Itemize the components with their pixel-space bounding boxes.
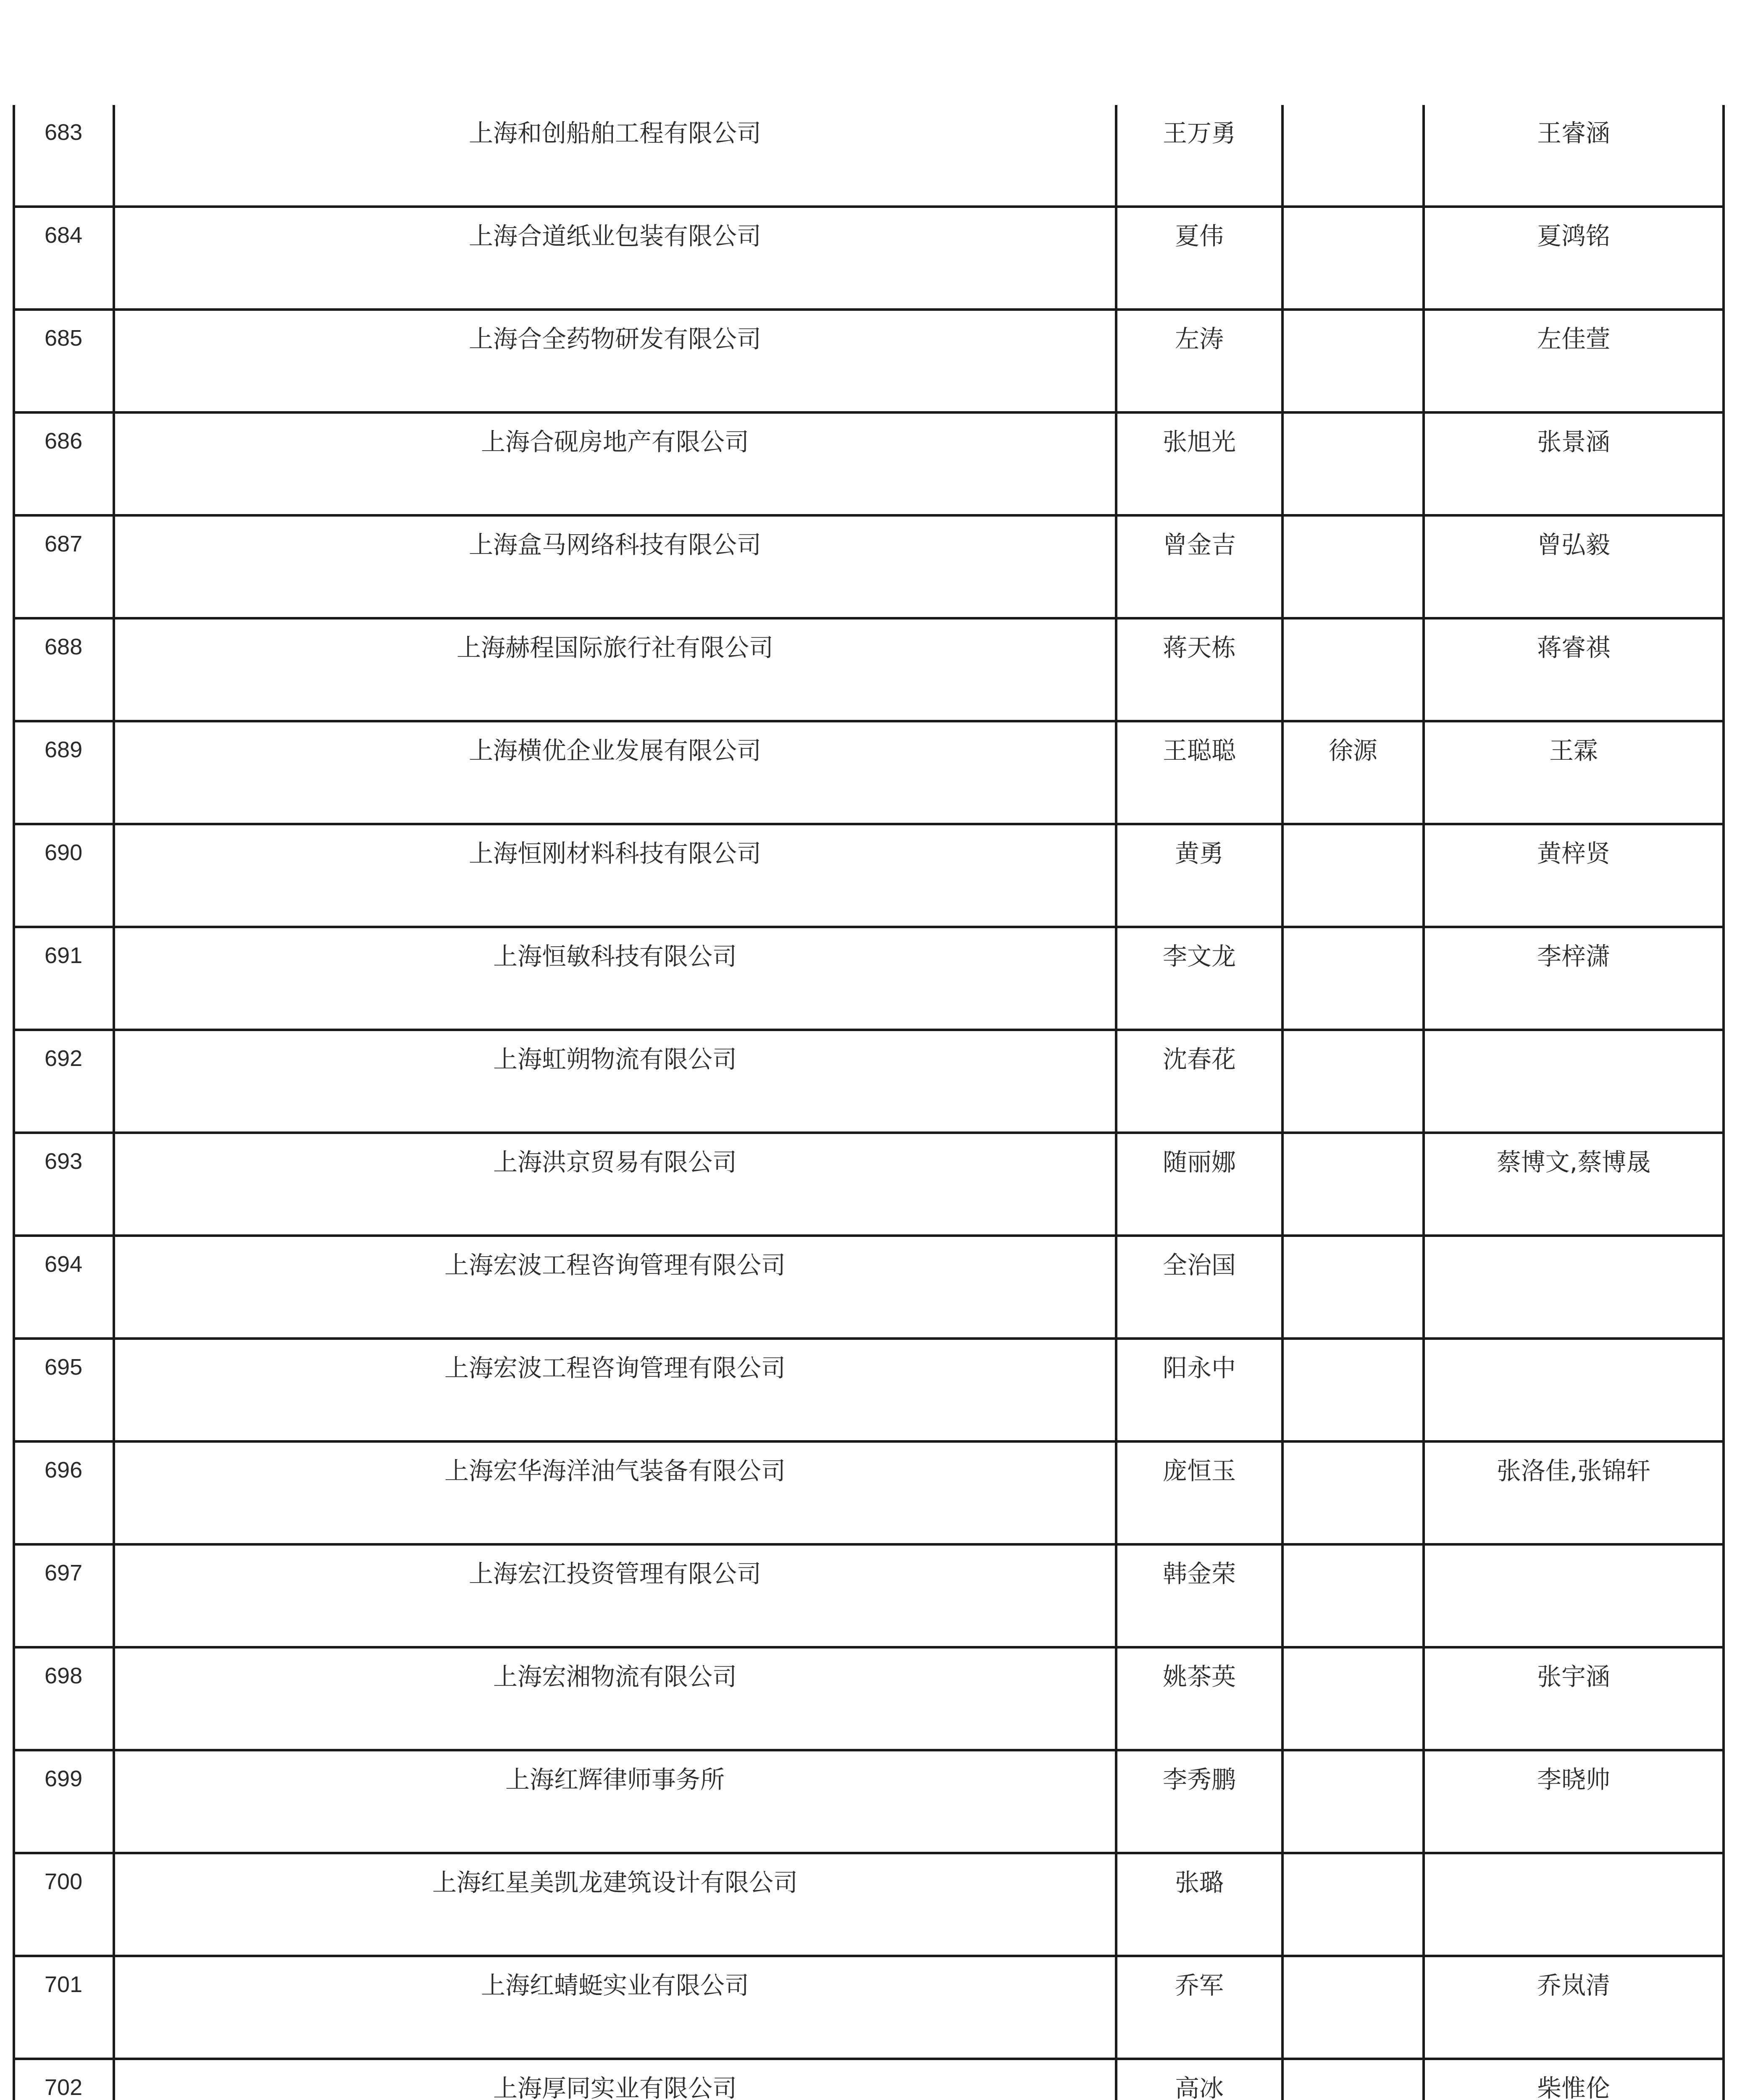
- person-name: 黄勇: [1175, 839, 1224, 868]
- person-cell: [1116, 618, 1282, 721]
- person-cell: [1116, 1544, 1282, 1647]
- extra-name: [1284, 105, 1422, 121]
- child-names: 曾弘毅: [1537, 530, 1610, 559]
- row-number: 690: [45, 840, 83, 865]
- company-name: 上海宏华海洋油气装备有限公司: [444, 1457, 786, 1485]
- row-number-cell: [14, 1236, 114, 1339]
- company-name: 上海宏湘物流有限公司: [493, 1662, 737, 1691]
- row-number: 691: [45, 943, 83, 968]
- row-number: 688: [45, 634, 83, 659]
- company-name: 上海合全药物研发有限公司: [468, 325, 761, 353]
- person-cell: [1116, 1133, 1282, 1236]
- person-name: 张旭光: [1162, 428, 1236, 456]
- company-cell: [114, 515, 1116, 618]
- roster-table-body: [14, 105, 1724, 2100]
- row-number: 689: [45, 737, 83, 762]
- row-number-cell: [14, 1544, 114, 1647]
- extra-cell: [1282, 618, 1424, 721]
- table-row: [14, 1133, 1724, 1236]
- company-cell: [114, 1750, 1116, 1853]
- table-row: [14, 1853, 1724, 1956]
- table-row: [14, 824, 1724, 927]
- row-number: 686: [45, 428, 83, 454]
- company-name: 上海厚同实业有限公司: [493, 2074, 737, 2100]
- company-name: 上海恒刚材料科技有限公司: [468, 839, 761, 868]
- row-number: 693: [45, 1149, 83, 1174]
- extra-cell: [1282, 1956, 1424, 2059]
- company-name: 上海横优企业发展有限公司: [468, 736, 761, 765]
- extra-name: [1284, 1648, 1422, 1664]
- person-cell: [1116, 1339, 1282, 1441]
- row-number-cell: [14, 412, 114, 515]
- extra-name: [1284, 311, 1422, 327]
- roster-table: [13, 105, 1725, 2100]
- row-number: 700: [45, 1869, 83, 1894]
- table-row: [14, 1956, 1724, 2059]
- person-name: 沈春花: [1162, 1045, 1236, 1074]
- company-name: 上海合砚房地产有限公司: [481, 428, 749, 456]
- table-row: [14, 1647, 1724, 1750]
- company-name: 上海洪京贸易有限公司: [493, 1148, 737, 1176]
- row-number-cell: [14, 1030, 114, 1133]
- person-cell: [1116, 1236, 1282, 1339]
- extra-cell: [1282, 207, 1424, 310]
- child-cell: [1424, 824, 1724, 927]
- table-row: [14, 618, 1724, 721]
- child-cell: [1424, 310, 1724, 412]
- company-cell: [114, 310, 1116, 412]
- table-row: [14, 2059, 1724, 2100]
- person-cell: [1116, 105, 1282, 207]
- child-names: 张洛佳,张锦轩: [1496, 1457, 1651, 1485]
- person-name: 阳永中: [1162, 1354, 1236, 1382]
- child-names: 王睿涵: [1537, 119, 1610, 147]
- company-cell: [114, 207, 1116, 310]
- extra-name: [1284, 414, 1422, 430]
- child-cell: [1424, 105, 1724, 207]
- row-number-cell: [14, 1956, 114, 2059]
- child-names: 柴惟伦: [1537, 2074, 1610, 2100]
- extra-cell: [1282, 927, 1424, 1030]
- table-row: [14, 927, 1724, 1030]
- person-name: 乔军: [1175, 1971, 1224, 2000]
- child-cell: [1424, 1030, 1724, 1133]
- company-name: 上海盒马网络科技有限公司: [468, 530, 761, 559]
- table-row: [14, 412, 1724, 515]
- child-names: 李梓潇: [1537, 942, 1610, 971]
- table-row: [14, 1339, 1724, 1441]
- company-cell: [114, 1956, 1116, 2059]
- extra-cell: [1282, 1853, 1424, 1956]
- company-name: 上海宏江投资管理有限公司: [468, 1559, 761, 1588]
- company-cell: [114, 1544, 1116, 1647]
- company-name: 上海和创船舶工程有限公司: [468, 119, 761, 147]
- row-number-cell: [14, 515, 114, 618]
- child-cell: [1424, 1750, 1724, 1853]
- row-number: 696: [45, 1457, 83, 1483]
- child-names: [1425, 1854, 1722, 1870]
- person-name: 蒋天栋: [1162, 633, 1236, 662]
- extra-name: [1284, 1134, 1422, 1150]
- person-name: 随丽娜: [1162, 1148, 1236, 1176]
- person-cell: [1116, 824, 1282, 927]
- extra-cell: [1282, 721, 1424, 824]
- child-names: 蔡博文,蔡博晟: [1496, 1148, 1651, 1176]
- table-row: [14, 207, 1724, 310]
- row-number-cell: [14, 1133, 114, 1236]
- child-cell: [1424, 1544, 1724, 1647]
- company-cell: [114, 1441, 1116, 1544]
- extra-name: [1284, 517, 1422, 533]
- person-cell: [1116, 1441, 1282, 1544]
- row-number-cell: [14, 721, 114, 824]
- company-cell: [114, 2059, 1116, 2100]
- person-cell: [1116, 1750, 1282, 1853]
- row-number: 685: [45, 326, 83, 351]
- row-number: 699: [45, 1766, 83, 1791]
- extra-name: [1284, 2060, 1422, 2076]
- person-name: 高冰: [1175, 2074, 1224, 2100]
- child-names: 张宇涵: [1537, 1662, 1610, 1691]
- child-names: 夏鸿铭: [1537, 222, 1610, 250]
- child-cell: [1424, 1236, 1724, 1339]
- company-name: 上海宏波工程咨询管理有限公司: [444, 1251, 786, 1279]
- child-cell: [1424, 1441, 1724, 1544]
- person-name: 曾金吉: [1162, 530, 1236, 559]
- company-name: 上海宏波工程咨询管理有限公司: [444, 1354, 786, 1382]
- child-cell: [1424, 1853, 1724, 1956]
- table-row: [14, 310, 1724, 412]
- company-cell: [114, 1030, 1116, 1133]
- table-row: [14, 1750, 1724, 1853]
- company-name: 上海合道纸业包装有限公司: [468, 222, 761, 250]
- extra-name: [1284, 1751, 1422, 1767]
- extra-name: [1284, 1957, 1422, 1973]
- company-name: 上海赫程国际旅行社有限公司: [456, 633, 773, 662]
- person-cell: [1116, 207, 1282, 310]
- child-cell: [1424, 412, 1724, 515]
- row-number: 697: [45, 1560, 83, 1586]
- row-number-cell: [14, 1750, 114, 1853]
- extra-cell: [1282, 1441, 1424, 1544]
- row-number-cell: [14, 2059, 114, 2100]
- extra-cell: [1282, 2059, 1424, 2100]
- child-names: 张景涵: [1537, 428, 1610, 456]
- extra-cell: [1282, 1339, 1424, 1441]
- extra-cell: [1282, 1647, 1424, 1750]
- person-name: 夏伟: [1175, 222, 1224, 250]
- row-number: 683: [45, 120, 83, 145]
- child-names: [1425, 1546, 1722, 1562]
- person-cell: [1116, 1956, 1282, 2059]
- child-cell: [1424, 618, 1724, 721]
- extra-cell: [1282, 105, 1424, 207]
- row-number: 692: [45, 1046, 83, 1071]
- extra-cell: [1282, 310, 1424, 412]
- extra-name: [1284, 1237, 1422, 1253]
- row-number-cell: [14, 1441, 114, 1544]
- extra-cell: [1282, 1030, 1424, 1133]
- child-cell: [1424, 721, 1724, 824]
- person-cell: [1116, 1030, 1282, 1133]
- row-number-cell: [14, 1853, 114, 1956]
- company-cell: [114, 1236, 1116, 1339]
- person-cell: [1116, 1647, 1282, 1750]
- person-name: 韩金荣: [1162, 1559, 1236, 1588]
- row-number: 702: [45, 2075, 83, 2100]
- child-names: 蒋睿祺: [1537, 633, 1610, 662]
- extra-cell: [1282, 1133, 1424, 1236]
- extra-name: [1284, 1031, 1422, 1047]
- row-number-cell: [14, 310, 114, 412]
- person-name: 王聪聪: [1162, 736, 1236, 765]
- company-cell: [114, 1853, 1116, 1956]
- table-row: [14, 105, 1724, 207]
- extra-name: 徐源: [1328, 736, 1377, 765]
- row-number-cell: [14, 1339, 114, 1441]
- extra-name: [1284, 620, 1422, 635]
- company-cell: [114, 105, 1116, 207]
- child-cell: [1424, 207, 1724, 310]
- person-cell: [1116, 1853, 1282, 1956]
- company-cell: [114, 1339, 1116, 1441]
- table-row: [14, 1030, 1724, 1133]
- child-cell: [1424, 2059, 1724, 2100]
- row-number: 694: [45, 1252, 83, 1277]
- table-row: [14, 1544, 1724, 1647]
- child-cell: [1424, 515, 1724, 618]
- company-cell: [114, 824, 1116, 927]
- child-cell: [1424, 1956, 1724, 2059]
- person-cell: [1116, 721, 1282, 824]
- child-cell: [1424, 927, 1724, 1030]
- extra-name: [1284, 825, 1422, 841]
- person-name: 王万勇: [1162, 119, 1236, 147]
- person-name: 李文龙: [1162, 942, 1236, 971]
- table-row: [14, 1441, 1724, 1544]
- person-name: 姚茶英: [1162, 1662, 1236, 1691]
- child-names: 王霖: [1549, 736, 1598, 765]
- child-names: 左佳萱: [1537, 325, 1610, 353]
- child-cell: [1424, 1339, 1724, 1441]
- company-cell: [114, 618, 1116, 721]
- row-number-cell: [14, 618, 114, 721]
- company-cell: [114, 927, 1116, 1030]
- person-cell: [1116, 2059, 1282, 2100]
- row-number-cell: [14, 927, 114, 1030]
- person-cell: [1116, 927, 1282, 1030]
- person-name: 全治国: [1162, 1251, 1236, 1279]
- extra-name: [1284, 928, 1422, 944]
- row-number-cell: [14, 207, 114, 310]
- extra-name: [1284, 1854, 1422, 1870]
- table-row: [14, 721, 1724, 824]
- child-names: [1425, 1031, 1722, 1047]
- child-names: [1425, 1237, 1722, 1253]
- table-row: [14, 1236, 1724, 1339]
- extra-name: [1284, 1546, 1422, 1562]
- company-name: 上海红蜻蜓实业有限公司: [481, 1971, 749, 2000]
- child-names: 黄梓贤: [1537, 839, 1610, 868]
- row-number: 701: [45, 1972, 83, 1997]
- extra-cell: [1282, 412, 1424, 515]
- row-number: 687: [45, 531, 83, 556]
- extra-name: [1284, 208, 1422, 224]
- child-names: [1425, 1340, 1722, 1356]
- person-cell: [1116, 515, 1282, 618]
- person-name: 左涛: [1175, 325, 1224, 353]
- company-name: 上海红星美凯龙建筑设计有限公司: [432, 1868, 798, 1897]
- child-names: 乔岚清: [1537, 1971, 1610, 2000]
- person-name: 庞恒玉: [1162, 1457, 1236, 1485]
- company-name: 上海恒敏科技有限公司: [493, 942, 737, 971]
- extra-cell: [1282, 515, 1424, 618]
- company-name: 上海虹朔物流有限公司: [493, 1045, 737, 1074]
- company-cell: [114, 1647, 1116, 1750]
- row-number-cell: [14, 824, 114, 927]
- extra-cell: [1282, 1750, 1424, 1853]
- extra-cell: [1282, 1544, 1424, 1647]
- child-cell: [1424, 1647, 1724, 1750]
- extra-cell: [1282, 824, 1424, 927]
- extra-name: [1284, 1443, 1422, 1459]
- row-number: 695: [45, 1354, 83, 1380]
- row-number-cell: [14, 105, 114, 207]
- person-cell: [1116, 412, 1282, 515]
- person-cell: [1116, 310, 1282, 412]
- child-cell: [1424, 1133, 1724, 1236]
- company-cell: [114, 721, 1116, 824]
- company-cell: [114, 1133, 1116, 1236]
- child-names: 李晓帅: [1537, 1765, 1610, 1794]
- extra-name: [1284, 1340, 1422, 1356]
- person-name: 张璐: [1175, 1868, 1224, 1897]
- extra-cell: [1282, 1236, 1424, 1339]
- row-number: 684: [45, 223, 83, 248]
- table-row: [14, 515, 1724, 618]
- company-cell: [114, 412, 1116, 515]
- company-name: 上海红辉律师事务所: [505, 1765, 725, 1794]
- row-number-cell: [14, 1647, 114, 1750]
- row-number: 698: [45, 1663, 83, 1688]
- person-name: 李秀鹏: [1162, 1765, 1236, 1794]
